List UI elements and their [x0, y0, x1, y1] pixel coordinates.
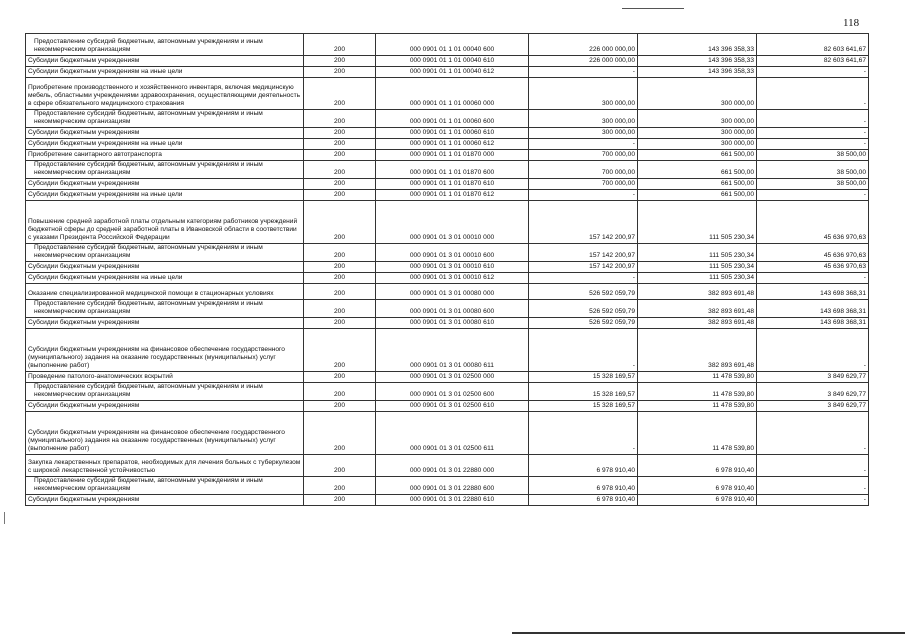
- cell-exec: 111 505 230,34: [638, 244, 757, 262]
- cell-exec: 300 000,00: [638, 78, 757, 110]
- cell-code: 000 0901 01 1 01 00040 612: [376, 67, 529, 78]
- cell-rest: -: [757, 110, 869, 128]
- cell-exec: 143 396 358,33: [638, 56, 757, 67]
- table-row: [26, 34, 869, 56]
- cell-name: Предоставление субсидий бюджетным, автономным учреждениям и иным некоммерческим организациям: [26, 34, 304, 56]
- cell-grbs: 200: [304, 284, 376, 300]
- cell-name: Предоставление субсидий бюджетным, автономным учреждениям и иным некоммерческим организациям: [26, 477, 304, 495]
- table-row: [26, 372, 869, 383]
- cell-plan: 15 328 169,57: [529, 383, 638, 401]
- cell-plan: -: [529, 67, 638, 78]
- cell-exec: 661 500,00: [638, 190, 757, 201]
- cell-grbs: 200: [304, 78, 376, 110]
- cell-rest: 3 849 629,77: [757, 401, 869, 412]
- cell-grbs: 200: [304, 318, 376, 329]
- cell-code: 000 0901 01 3 01 02500 600: [376, 383, 529, 401]
- cell-grbs: 200: [304, 412, 376, 455]
- cell-code: 000 0901 01 3 01 00010 600: [376, 244, 529, 262]
- cell-plan: 300 000,00: [529, 78, 638, 110]
- cell-code: 000 0901 01 1 01 01870 610: [376, 179, 529, 190]
- cell-name: Приобретение производственного и хозяйственного инвентаря, включая медицинскую мебель, областными учреждениями здравоохранения, осуществляющими деятельность в сфере обязательного медицинского страхования: [26, 78, 304, 110]
- cell-plan: 226 000 000,00: [529, 56, 638, 67]
- page-number: 118: [843, 17, 860, 29]
- table-row: [26, 455, 869, 477]
- table-row: [26, 201, 869, 244]
- cell-code: 000 0901 01 3 01 02500 611: [376, 412, 529, 455]
- table-row: [26, 284, 869, 300]
- table-row: [26, 128, 869, 139]
- cell-grbs: 200: [304, 128, 376, 139]
- cell-plan: 15 328 169,57: [529, 401, 638, 412]
- cell-rest: -: [757, 329, 869, 372]
- cell-code: 000 0901 01 1 01 01870 612: [376, 190, 529, 201]
- margin-mark: [4, 512, 5, 524]
- cell-rest: 45 636 970,63: [757, 244, 869, 262]
- cell-rest: -: [757, 412, 869, 455]
- cell-name: Субсидии бюджетным учреждениям на иные цели: [26, 273, 304, 284]
- cell-rest: 45 636 970,63: [757, 262, 869, 273]
- cell-exec: 6 978 910,40: [638, 455, 757, 477]
- cell-plan: -: [529, 190, 638, 201]
- cell-code: 000 0901 01 1 01 01870 600: [376, 161, 529, 179]
- cell-name: Приобретение санитарного автотранспорта: [26, 150, 304, 161]
- cell-plan: 526 592 059,79: [529, 284, 638, 300]
- cell-exec: 661 500,00: [638, 161, 757, 179]
- cell-grbs: 200: [304, 477, 376, 495]
- table-row: [26, 139, 869, 150]
- cell-grbs: 200: [304, 110, 376, 128]
- cell-exec: 111 505 230,34: [638, 273, 757, 284]
- table-row: [26, 329, 869, 372]
- cell-name: Субсидии бюджетным учреждениям на финансовое обеспечение государственного (муниципального) задания на оказание государственных (муниципальных) услуг (выполнение работ): [26, 412, 304, 455]
- cell-exec: 143 396 358,33: [638, 67, 757, 78]
- table-row: [26, 318, 869, 329]
- cell-grbs: 200: [304, 495, 376, 506]
- cell-name: Субсидии бюджетным учреждениям: [26, 128, 304, 139]
- cell-plan: 226 000 000,00: [529, 34, 638, 56]
- cell-grbs: 200: [304, 139, 376, 150]
- cell-plan: 526 592 059,79: [529, 318, 638, 329]
- cell-name: Закупка лекарственных препаратов, необходимых для лечения больных с туберкулезом с широкой лекарственной устойчивостью: [26, 455, 304, 477]
- cell-name: Субсидии бюджетным учреждениям: [26, 495, 304, 506]
- cell-plan: 526 592 059,79: [529, 300, 638, 318]
- cell-name: Повышение средней заработной платы отдельным категориям работников учреждений бюджетной сферы до средней заработной платы в Ивановской области в соответствии с указами Президента Российской Федерации: [26, 201, 304, 244]
- top-rule: [622, 8, 684, 9]
- cell-rest: 38 500,00: [757, 179, 869, 190]
- cell-grbs: 200: [304, 372, 376, 383]
- cell-plan: 6 978 910,40: [529, 477, 638, 495]
- cell-exec: 382 893 691,48: [638, 318, 757, 329]
- cell-name: Субсидии бюджетным учреждениям: [26, 262, 304, 273]
- cell-rest: -: [757, 495, 869, 506]
- cell-name: Предоставление субсидий бюджетным, автономным учреждениям и иным некоммерческим организациям: [26, 110, 304, 128]
- cell-grbs: 200: [304, 161, 376, 179]
- cell-code: 000 0901 01 3 01 00080 000: [376, 284, 529, 300]
- budget-table-body: [26, 34, 869, 506]
- table-row: [26, 477, 869, 495]
- cell-grbs: 200: [304, 67, 376, 78]
- cell-grbs: 200: [304, 179, 376, 190]
- cell-name: Субсидии бюджетным учреждениям на финансовое обеспечение государственного (муниципального) задания на оказание государственных (муниципальных) услуг (выполнение работ): [26, 329, 304, 372]
- cell-code: 000 0901 01 3 01 22880 610: [376, 495, 529, 506]
- cell-code: 000 0901 01 1 01 01870 000: [376, 150, 529, 161]
- cell-grbs: 200: [304, 329, 376, 372]
- cell-name: Оказание специализированной медицинской помощи в стационарных условиях: [26, 284, 304, 300]
- cell-plan: 157 142 200,97: [529, 201, 638, 244]
- cell-code: 000 0901 01 3 01 00010 000: [376, 201, 529, 244]
- cell-name: Предоставление субсидий бюджетным, автономным учреждениям и иным некоммерческим организациям: [26, 161, 304, 179]
- cell-exec: 11 478 539,80: [638, 372, 757, 383]
- table-row: [26, 56, 869, 67]
- cell-code: 000 0901 01 3 01 02500 610: [376, 401, 529, 412]
- cell-plan: 157 142 200,97: [529, 262, 638, 273]
- table-row: [26, 67, 869, 78]
- cell-exec: 11 478 539,80: [638, 401, 757, 412]
- cell-rest: 45 636 970,63: [757, 201, 869, 244]
- bottom-rule: [512, 632, 905, 634]
- cell-rest: -: [757, 477, 869, 495]
- cell-grbs: 200: [304, 150, 376, 161]
- cell-code: 000 0901 01 3 01 00010 610: [376, 262, 529, 273]
- cell-rest: -: [757, 273, 869, 284]
- cell-name: Предоставление субсидий бюджетным, автономным учреждениям и иным некоммерческим организациям: [26, 383, 304, 401]
- cell-code: 000 0901 01 3 01 00010 612: [376, 273, 529, 284]
- cell-code: 000 0901 01 1 01 00060 000: [376, 78, 529, 110]
- cell-code: 000 0901 01 1 01 00060 612: [376, 139, 529, 150]
- cell-rest: -: [757, 455, 869, 477]
- cell-grbs: 200: [304, 262, 376, 273]
- cell-plan: -: [529, 329, 638, 372]
- cell-grbs: 200: [304, 244, 376, 262]
- cell-grbs: 200: [304, 455, 376, 477]
- cell-plan: 700 000,00: [529, 161, 638, 179]
- cell-code: 000 0901 01 3 01 00080 600: [376, 300, 529, 318]
- cell-grbs: 200: [304, 273, 376, 284]
- cell-code: 000 0901 01 1 01 00060 610: [376, 128, 529, 139]
- cell-plan: 700 000,00: [529, 150, 638, 161]
- cell-exec: 111 505 230,34: [638, 201, 757, 244]
- cell-grbs: 200: [304, 34, 376, 56]
- cell-plan: 700 000,00: [529, 179, 638, 190]
- cell-plan: 300 000,00: [529, 110, 638, 128]
- cell-rest: -: [757, 190, 869, 201]
- cell-code: 000 0901 01 3 01 02500 000: [376, 372, 529, 383]
- cell-rest: 82 603 641,67: [757, 34, 869, 56]
- cell-plan: 300 000,00: [529, 128, 638, 139]
- table-row: [26, 383, 869, 401]
- cell-plan: -: [529, 273, 638, 284]
- cell-grbs: 200: [304, 300, 376, 318]
- cell-name: Субсидии бюджетным учреждениям на иные цели: [26, 67, 304, 78]
- table-row: [26, 412, 869, 455]
- cell-name: Предоставление субсидий бюджетным, автономным учреждениям и иным некоммерческим организациям: [26, 244, 304, 262]
- cell-rest: 143 698 368,31: [757, 300, 869, 318]
- cell-code: 000 0901 01 1 01 00040 610: [376, 56, 529, 67]
- cell-exec: 300 000,00: [638, 128, 757, 139]
- budget-table: [25, 33, 869, 506]
- table-row: [26, 244, 869, 262]
- cell-name: Субсидии бюджетным учреждениям: [26, 318, 304, 329]
- cell-exec: 111 505 230,34: [638, 262, 757, 273]
- cell-plan: 15 328 169,57: [529, 372, 638, 383]
- table-row: [26, 495, 869, 506]
- cell-exec: 300 000,00: [638, 110, 757, 128]
- cell-exec: 6 978 910,40: [638, 477, 757, 495]
- cell-exec: 382 893 691,48: [638, 329, 757, 372]
- cell-rest: -: [757, 67, 869, 78]
- table-row: [26, 150, 869, 161]
- cell-grbs: 200: [304, 190, 376, 201]
- table-row: [26, 78, 869, 110]
- cell-code: 000 0901 01 3 01 22880 600: [376, 477, 529, 495]
- cell-exec: 300 000,00: [638, 139, 757, 150]
- cell-name: Предоставление субсидий бюджетным, автономным учреждениям и иным некоммерческим организациям: [26, 300, 304, 318]
- cell-name: Субсидии бюджетным учреждениям: [26, 179, 304, 190]
- cell-code: 000 0901 01 1 01 00040 600: [376, 34, 529, 56]
- table-row: [26, 273, 869, 284]
- table-row: [26, 262, 869, 273]
- cell-rest: 3 849 629,77: [757, 383, 869, 401]
- cell-rest: 38 500,00: [757, 150, 869, 161]
- cell-grbs: 200: [304, 201, 376, 244]
- cell-plan: -: [529, 139, 638, 150]
- table-row: [26, 300, 869, 318]
- cell-exec: 11 478 539,80: [638, 383, 757, 401]
- cell-rest: -: [757, 128, 869, 139]
- cell-rest: 143 698 368,31: [757, 284, 869, 300]
- table-row: [26, 179, 869, 190]
- cell-exec: 11 478 539,80: [638, 412, 757, 455]
- cell-rest: 143 698 368,31: [757, 318, 869, 329]
- cell-name: Субсидии бюджетным учреждениям: [26, 401, 304, 412]
- cell-rest: 3 849 629,77: [757, 372, 869, 383]
- cell-exec: 661 500,00: [638, 179, 757, 190]
- table-row: [26, 110, 869, 128]
- table-row: [26, 190, 869, 201]
- cell-exec: 143 396 358,33: [638, 34, 757, 56]
- cell-rest: 38 500,00: [757, 161, 869, 179]
- table-row: [26, 161, 869, 179]
- cell-plan: 6 978 910,40: [529, 455, 638, 477]
- cell-name: Субсидии бюджетным учреждениям на иные цели: [26, 190, 304, 201]
- cell-code: 000 0901 01 3 01 00080 611: [376, 329, 529, 372]
- cell-grbs: 200: [304, 383, 376, 401]
- cell-name: Проведение патолого-анатомических вскрытий: [26, 372, 304, 383]
- cell-rest: 82 603 641,67: [757, 56, 869, 67]
- cell-exec: 661 500,00: [638, 150, 757, 161]
- cell-plan: -: [529, 412, 638, 455]
- cell-grbs: 200: [304, 56, 376, 67]
- cell-code: 000 0901 01 1 01 00060 600: [376, 110, 529, 128]
- cell-rest: -: [757, 139, 869, 150]
- cell-rest: -: [757, 78, 869, 110]
- cell-name: Субсидии бюджетным учреждениям на иные цели: [26, 139, 304, 150]
- cell-name: Субсидии бюджетным учреждениям: [26, 56, 304, 67]
- cell-exec: 6 978 910,40: [638, 495, 757, 506]
- cell-code: 000 0901 01 3 01 22880 000: [376, 455, 529, 477]
- table-row: [26, 401, 869, 412]
- cell-plan: 157 142 200,97: [529, 244, 638, 262]
- cell-code: 000 0901 01 3 01 00080 610: [376, 318, 529, 329]
- cell-exec: 382 893 691,48: [638, 284, 757, 300]
- cell-grbs: 200: [304, 401, 376, 412]
- cell-exec: 382 893 691,48: [638, 300, 757, 318]
- cell-plan: 6 978 910,40: [529, 495, 638, 506]
